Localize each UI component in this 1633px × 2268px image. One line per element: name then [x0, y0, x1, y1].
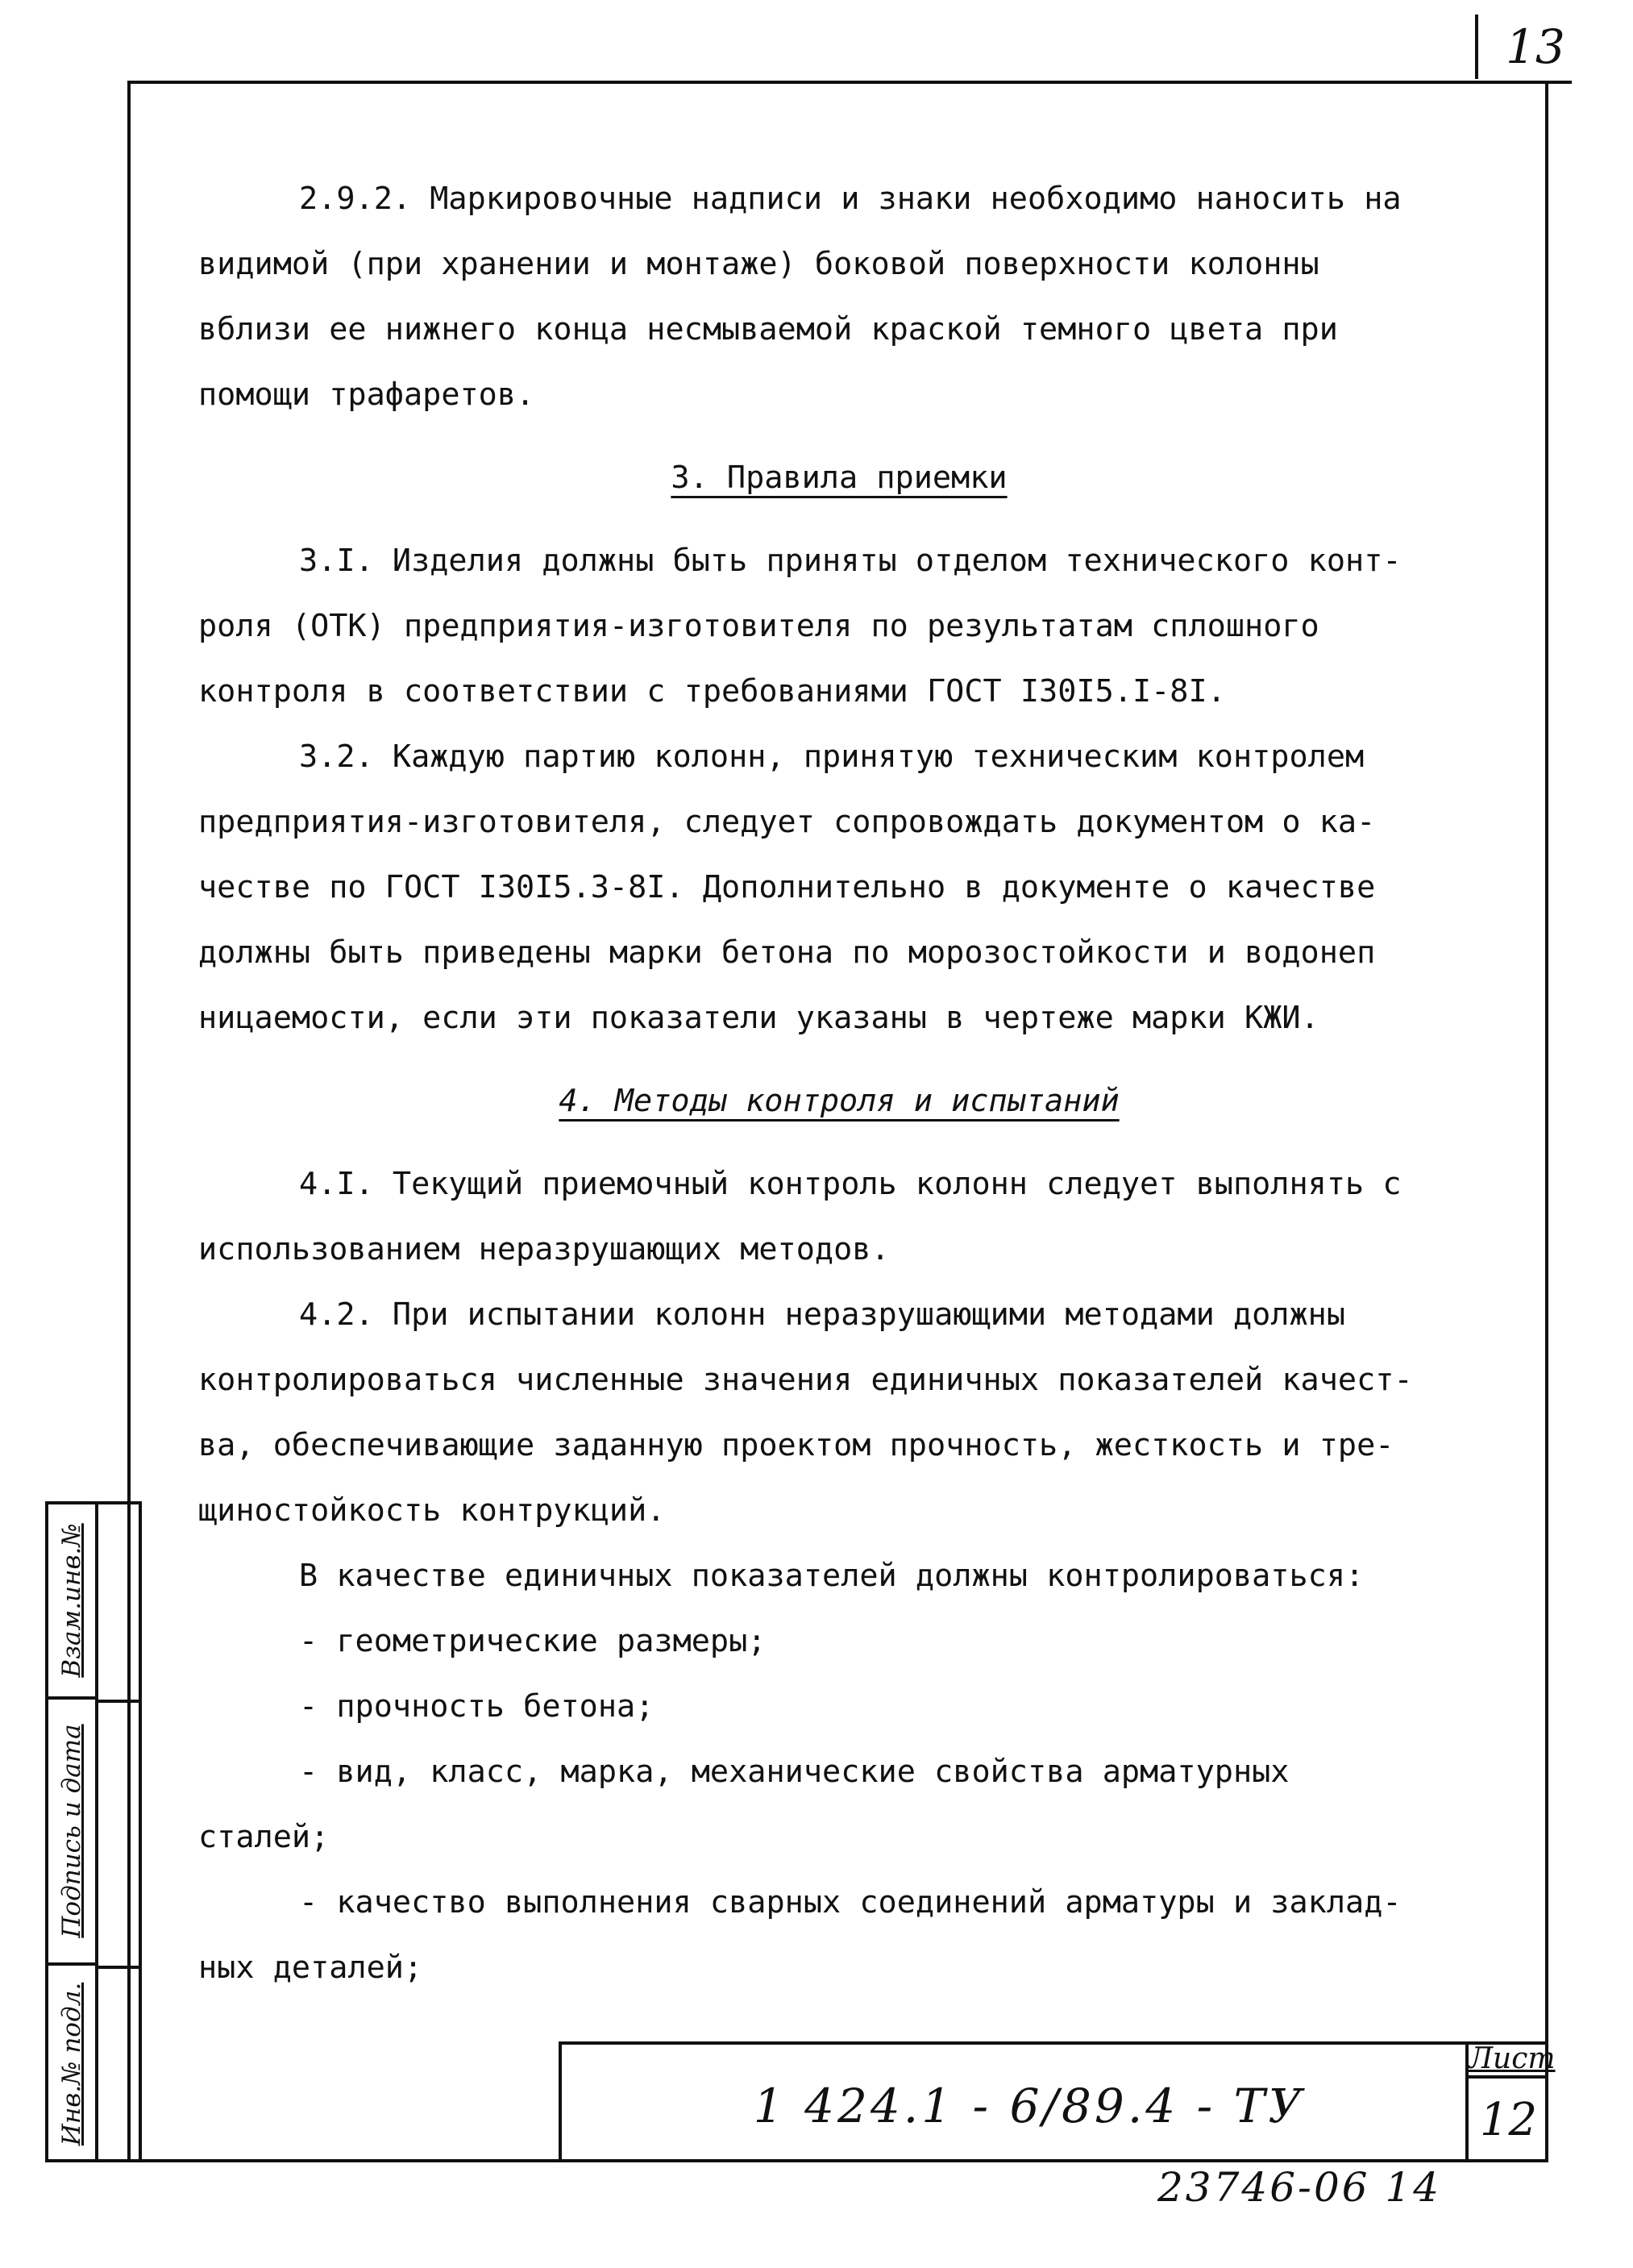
page-number: 13 — [1475, 15, 1556, 79]
side-cell-inv — [48, 1966, 95, 2162]
document-code: 1 424.1 - 6/89.4 - ТУ — [753, 2079, 1306, 2133]
section-heading-3 — [198, 445, 1480, 510]
text-line: роля (ОТК) предприятия-изготовителя по результатам сплошного — [198, 608, 1319, 644]
text-line: щиностойкость контрукций. — [198, 1492, 666, 1529]
text-line: 4.I. Текущий приемочный контроль колонн следует выполнять с — [299, 1166, 1402, 1202]
side-stamp-labels — [48, 1504, 98, 2159]
list-intro: В качестве единичных показателей должны контролироваться: — [299, 1558, 1365, 1594]
heading-text: 3. Правила приемки — [671, 460, 1008, 496]
text-line: ницаемости, если эти показатели указаны в чертеже марки КЖИ. — [198, 1000, 1319, 1036]
document-body — [198, 166, 1480, 2000]
heading-text: 4. Методы контроля и испытаний — [559, 1083, 1120, 1119]
side-stamp-blank — [98, 1504, 139, 2159]
text-line: предприятия-изготовителя, следует сопровождать документом о ка- — [198, 804, 1376, 840]
text-line: видимой (при хранении и монтаже) боковой поверхности колонны — [198, 246, 1319, 282]
paragraph-4-1 — [198, 1151, 1480, 1282]
list-item: - геометрические размеры; — [299, 1623, 767, 1659]
sheet-number: 12 — [1479, 2094, 1538, 2146]
list-item: - качество выполнения сварных соединений арматуры и заклад- — [299, 1884, 1402, 1921]
paragraph-3-2 — [198, 724, 1480, 1051]
side-cell-podpis — [48, 1700, 95, 1966]
paragraph-2-9-2 — [198, 166, 1480, 427]
sheet-box — [1465, 2041, 1556, 2162]
paragraph-4-2 — [198, 1282, 1480, 1543]
list-item: - вид, класс, марка, механические свойства арматурных — [299, 1754, 1290, 1790]
side-divider — [98, 1966, 139, 1969]
text-line: ва, обеспечивающие заданную проектом прочность, жесткость и тре- — [198, 1427, 1394, 1463]
paragraph-3-1 — [198, 528, 1480, 724]
text-line: контролироваться численные значения единичных показателей качест- — [198, 1362, 1413, 1398]
footer-code: 23746-06 14 — [1157, 2164, 1442, 2211]
text-line: контроля в соответствии с требованиями ГОСТ I30I5.I-8I. — [198, 673, 1226, 710]
frame-tick — [1544, 81, 1572, 84]
text-line: 3.2. Каждую партию колонн, принятую техническим контролем — [299, 739, 1365, 775]
text-line: 4.2. При испытании колонн неразрушающими методами должны — [299, 1296, 1346, 1333]
text-line: использованием неразрушающих методов. — [198, 1231, 890, 1267]
list-item: - прочность бетона; — [299, 1688, 654, 1725]
sheet-label: Лист — [1469, 2041, 1548, 2079]
text-line: вблизи ее нижнего конца несмываемой краской темного цвета при — [198, 311, 1338, 347]
text-line: должны быть приведены марки бетона по морозостойкости и водонеп — [198, 934, 1376, 971]
text-line: помощи трафаретов. — [198, 377, 535, 413]
side-label-inv: Инв.№ подл. — [57, 1982, 86, 2146]
side-divider — [98, 1700, 139, 1703]
list-item-continuation: ных деталей; — [198, 1950, 423, 1986]
title-block — [559, 2041, 1548, 2162]
text-line: 2.9.2. Маркировочные надписи и знаки необходимо наносить на — [299, 181, 1402, 217]
side-label-podpis: Подпись и дата — [57, 1724, 86, 1938]
side-label-vzam: Взам.инв.№ — [57, 1523, 86, 1678]
section-heading-4 — [198, 1068, 1480, 1134]
side-cell-vzam — [48, 1504, 95, 1700]
text-line: честве по ГОСТ I30I5.3-8I. Дополнительно в документе о качестве — [198, 869, 1376, 905]
list-item-continuation: сталей; — [198, 1819, 330, 1855]
side-stamp — [45, 1501, 142, 2162]
text-line: 3.I. Изделия должны быть приняты отделом технического конт- — [299, 543, 1402, 579]
